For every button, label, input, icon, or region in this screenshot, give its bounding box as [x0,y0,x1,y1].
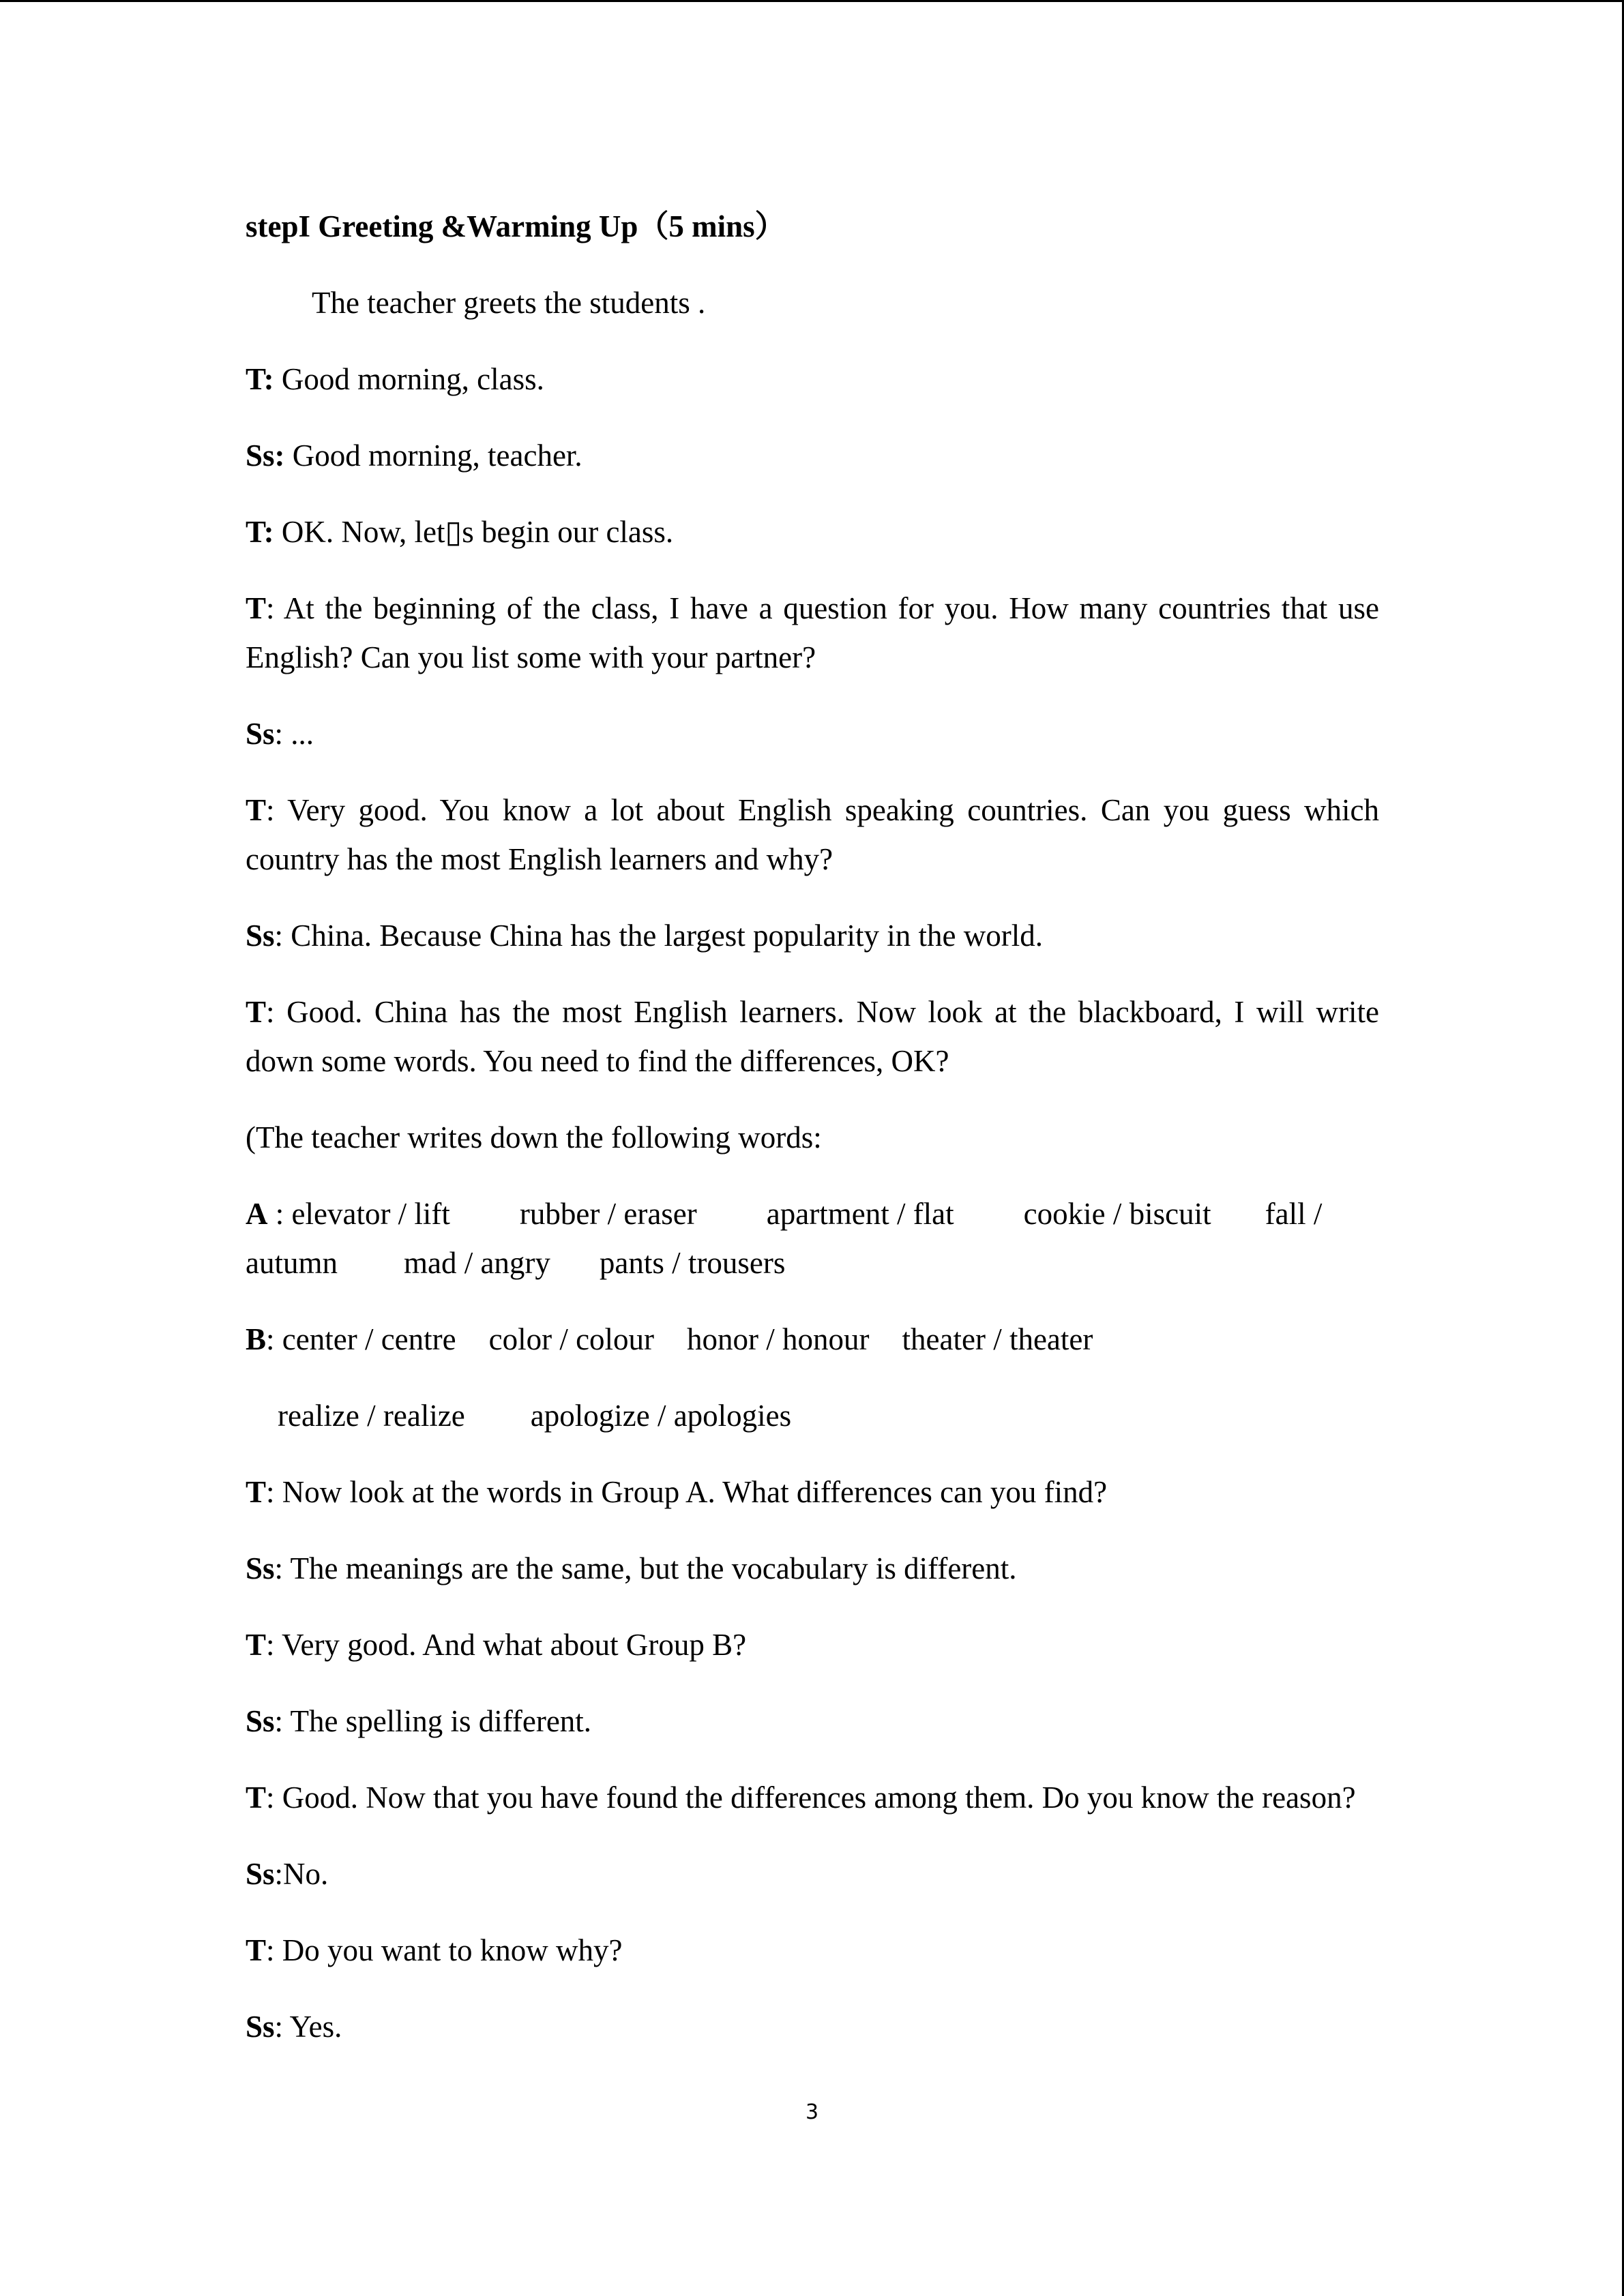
dialogue-text: : ... [274,717,314,751]
speaker-label: T: [246,515,274,549]
word-pair: apartment / flat [766,1197,954,1231]
dialogue-text: : Very good. You know a lot about English speaking countries. Can you guess which country has the most English learners and why? [246,793,1379,876]
word-pair: elevator / lift [291,1197,450,1231]
word-pair: mad / angry [403,1246,550,1280]
dialogue-line [246,1926,1379,1975]
word-pair: theater / theater [902,1322,1093,1356]
group-separator: : [266,1322,282,1356]
speaker-label: T [246,1628,267,1662]
dialogue-text: OK. Now, let▯s begin our class. [274,515,674,549]
step-heading: stepI Greeting &Warming Up（5 mins） [246,209,786,243]
dialogue-text: : Now look at the words in Group A. What differences can you find? [266,1475,1108,1509]
word-pair: fall / autumn [246,1197,1323,1280]
speaker-label: T [246,591,267,625]
word-pair: cookie / biscuit [1023,1197,1211,1231]
speaker-label: T [246,1780,267,1815]
dialogue-line [246,1849,1379,1898]
speaker-label: Ss [246,1704,275,1738]
dialogue-line [246,584,1379,682]
dialogue-line [246,1544,1379,1593]
dialogue-text: : Good. Now that you have found the differences among them. Do you know the reason? [266,1780,1356,1815]
group-label: B [246,1322,267,1356]
speaker-label: T [246,793,267,827]
dialogue-line [246,786,1379,884]
speaker-label: T [246,1475,267,1509]
word-pair: honor / honour [687,1322,870,1356]
dialogue-line [246,2002,1379,2051]
word-pair: pants / trousers [599,1246,786,1280]
dialogue-text: : The meanings are the same, but the vocabulary is different. [274,1551,1017,1585]
dialogue-text: : At the beginning of the class, I have a question for you. How many countries that use English? Can you list some with your partner? [246,591,1379,674]
word-pair: apologize / apologies [530,1399,792,1433]
dialogue-line [246,1773,1379,1822]
dialogue-text: : Do you want to know why? [266,1933,623,1967]
speaker-label: Ss [246,717,275,751]
word-pair: color / colour [488,1322,655,1356]
dialogue-line [246,355,1379,404]
dialogue-text: Good morning, class. [274,362,544,396]
word-pair: center / centre [282,1322,456,1356]
word-pair: rubber / eraser [519,1197,697,1231]
dialogue-line [246,1620,1379,1669]
word-group-a [246,1189,1379,1287]
speaker-label: T: [246,362,274,396]
dialogue-text: Good morning, teacher. [284,438,582,473]
speaker-label: T [246,1933,267,1967]
word-group-b-continued [246,1391,1379,1440]
dialogue-line [246,987,1379,1086]
teacher-note: (The teacher writes down the following words: [246,1120,822,1154]
speaker-label: Ss [246,1551,275,1585]
group-label: A [246,1197,268,1231]
word-pair: realize / realize [278,1399,465,1433]
dialogue-text: :No. [274,1857,329,1891]
intro-line: The teacher greets the students . [312,286,706,320]
speaker-label: Ss: [246,438,285,473]
dialogue-line [246,507,1379,556]
page-number: 3 [805,2100,819,2124]
dialogue-text: : The spelling is different. [274,1704,592,1738]
word-group-b [246,1315,1379,1364]
speaker-label: Ss [246,2010,275,2044]
dialogue-text: : Yes. [274,2010,342,2044]
document-body [246,202,1379,2078]
dialogue-line [246,709,1379,758]
dialogue-line [246,911,1379,960]
dialogue-text: : China. Because China has the largest popularity in the world. [274,919,1043,953]
dialogue-text: : Good. China has the most English learners. Now look at the blackboard, I will write down some words. You need to find the differences, OK? [246,995,1379,1078]
dialogue-text: : Very good. And what about Group B? [266,1628,747,1662]
speaker-label: Ss [246,919,275,953]
speaker-label: T [246,995,267,1029]
dialogue-line [246,431,1379,480]
group-separator: : [267,1197,292,1231]
speaker-label: Ss [246,1857,275,1891]
dialogue-line [246,1467,1379,1517]
dialogue-line [246,1697,1379,1746]
